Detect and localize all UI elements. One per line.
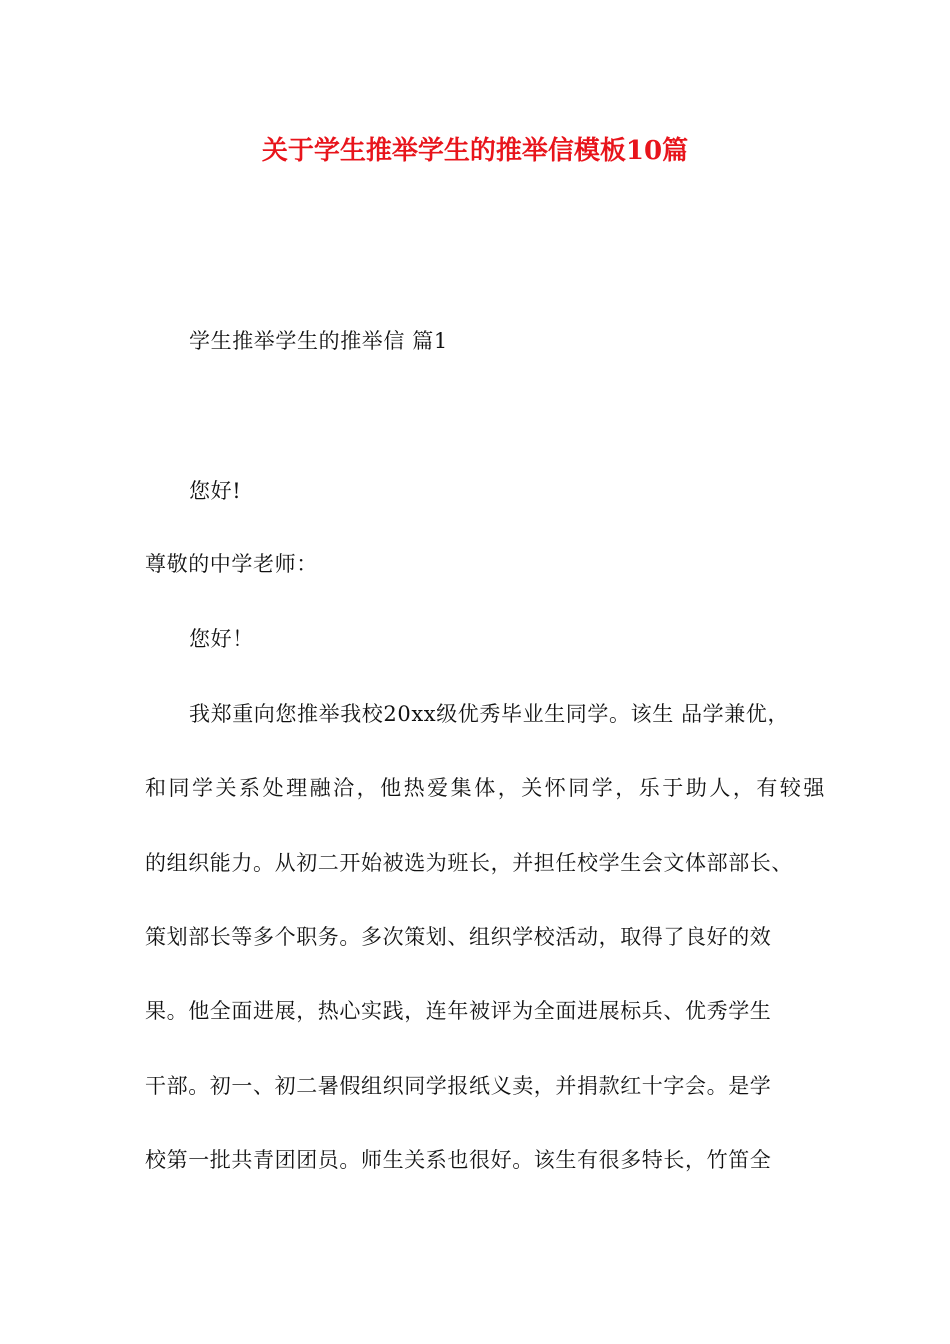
greeting-first: 您好! xyxy=(189,479,242,503)
body-paragraph-line: 校第一批共青团团员。师生关系也很好。该生有很多特长，竹笛全 xyxy=(145,1148,772,1172)
body-paragraph-line: 和同学关系处理融洽，他热爱集体，关怀同学，乐于助人，有较强 xyxy=(145,776,825,800)
greeting-second: 您好！ xyxy=(189,627,254,651)
body-paragraph-line: 干部。初一、初二暑假组织同学报纸义卖，并捐款红十字会。是学 xyxy=(145,1074,772,1098)
body-paragraph-line: 策划部长等多个职务。多次策划、组织学校活动，取得了良好的效 xyxy=(145,925,772,949)
body-paragraph-line: 果。他全面进展，热心实践，连年被评为全面进展标兵、优秀学生 xyxy=(145,999,772,1023)
body-paragraph-line: 我郑重向您推举我校20xx级优秀毕业生同学。该生 品学兼优， xyxy=(189,702,790,726)
salutation: 尊敬的中学老师： xyxy=(145,552,318,576)
body-paragraph-line: 的组织能力。从初二开始被选为班长，并担任校学生会文体部部长、 xyxy=(145,851,793,875)
section-heading: 学生推举学生的推举信 篇1 xyxy=(189,329,448,353)
document-title: 关于学生推举学生的推举信模板10篇 xyxy=(261,136,689,166)
